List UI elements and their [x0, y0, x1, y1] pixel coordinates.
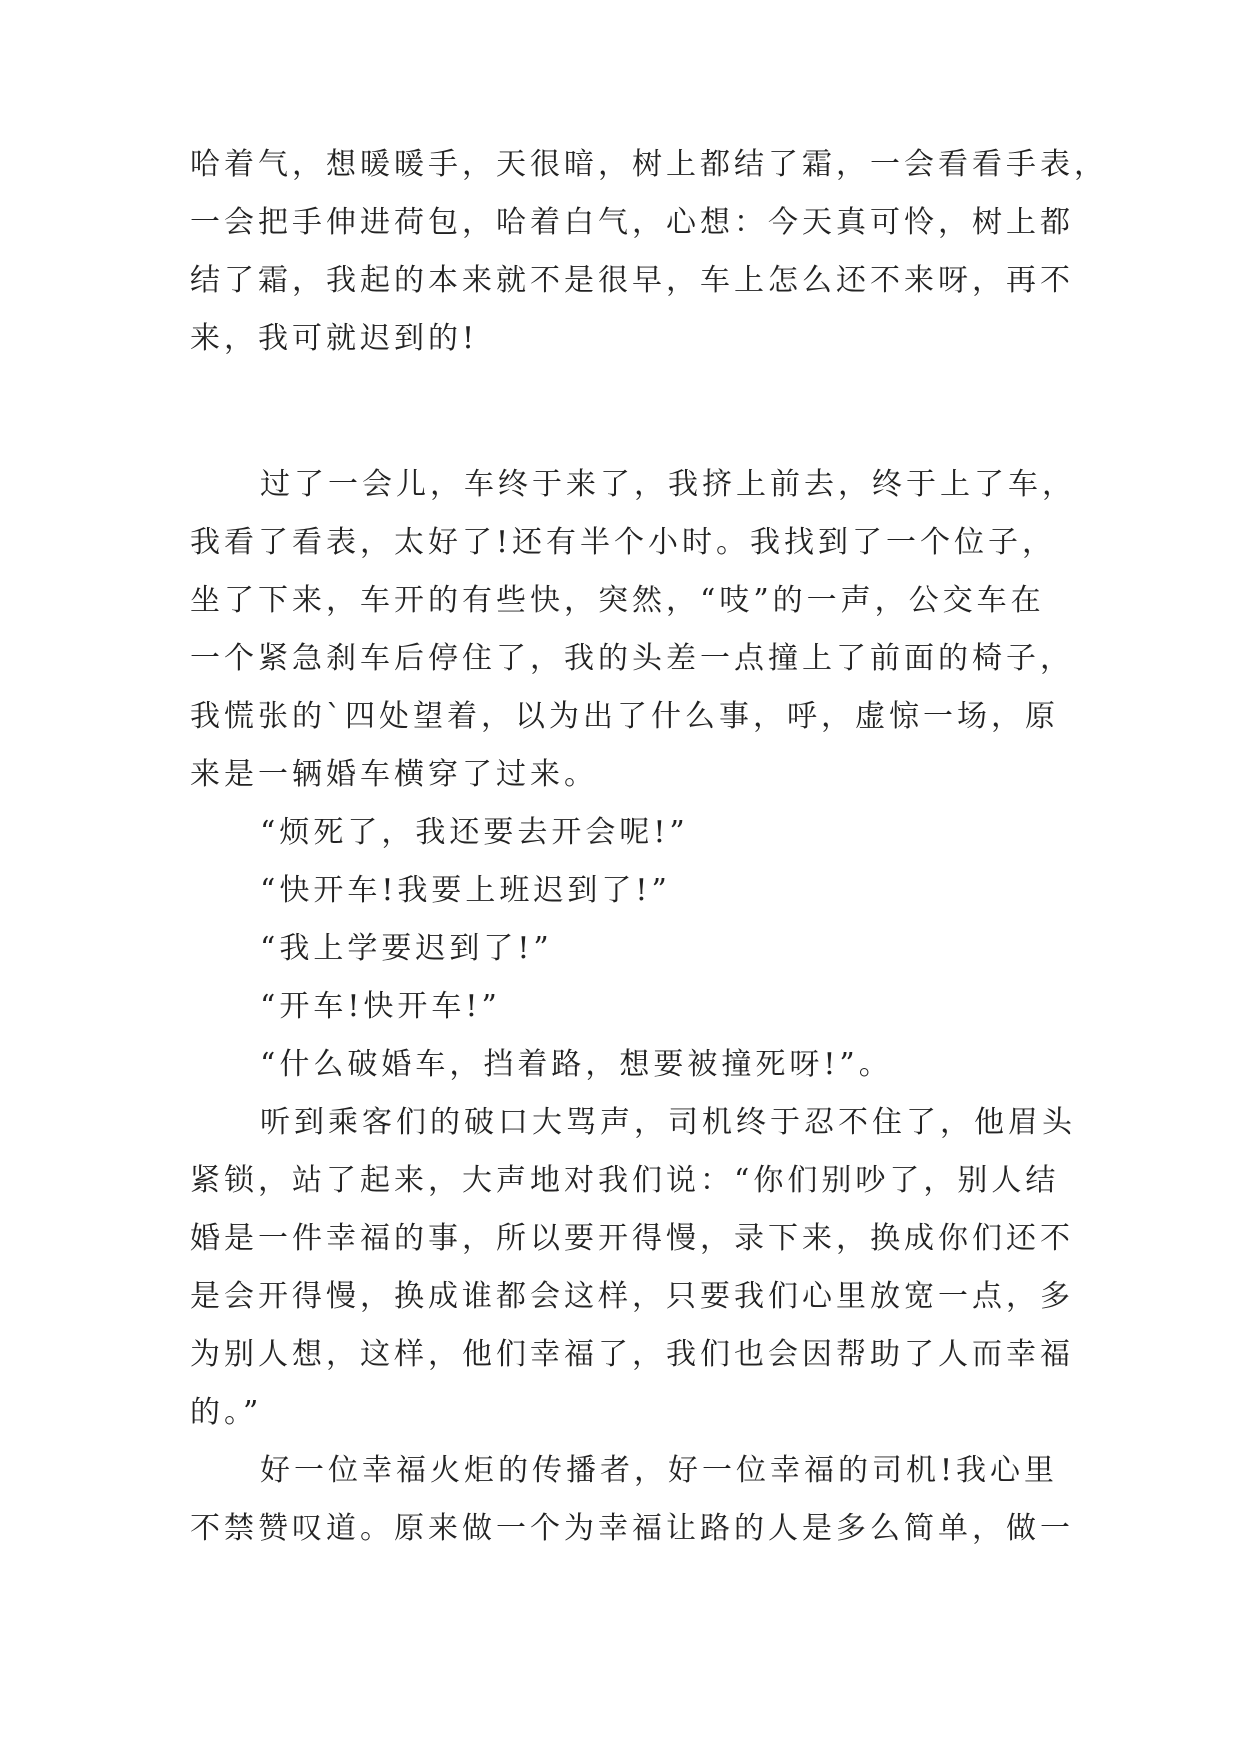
- paragraph-line: 紧锁，站了起来，大声地对我们说：“你们别吵了，别人结: [190, 1163, 1060, 1198]
- paragraph-line: 听到乘客们的破口大骂声，司机终于忍不住了，他眉头: [260, 1105, 1076, 1140]
- quote-line: “什么破婚车，挡着路，想要被撞死呀!”。: [260, 1047, 893, 1082]
- paragraph-line: 一个紧急刹车后停住了，我的头差一点撞上了前面的椅子，: [190, 641, 1074, 676]
- paragraph-line: 过了一会儿，车终于来了，我挤上前去，终于上了车，: [260, 467, 1076, 502]
- paragraph-3: [190, 1094, 1076, 1442]
- paragraph-line: 我慌张的`四处望着，以为出了什么事，呼，虚惊一场，原: [190, 699, 1059, 734]
- paragraph-line: 为别人想，这样，他们幸福了，我们也会因帮助了人而幸福: [190, 1337, 1074, 1372]
- paragraph-line: 一会把手伸进荷包，哈着白气，心想：今天真可怜，树上都: [190, 205, 1074, 240]
- paragraph-line: 是会开得慢，换成谁都会这样，只要我们心里放宽一点，多: [190, 1279, 1074, 1314]
- quote-line: “开车!快开车!”: [260, 989, 501, 1024]
- paragraph-2: [190, 456, 1076, 804]
- paragraph-4: [190, 1442, 1074, 1558]
- paragraph-line: 来，我可就迟到的!: [190, 321, 479, 356]
- paragraph-line: 坐了下来，车开的有些快，突然，“吱”的一声，公交车在: [190, 583, 1045, 618]
- paragraph-line: 不禁赞叹道。原来做一个为幸福让路的人是多么简单，做一: [190, 1511, 1074, 1546]
- paragraph-line: 来是一辆婚车横穿了过来。: [190, 757, 598, 792]
- paragraph-line: 结了霜，我起的本来就不是很早，车上怎么还不来呀，再不: [190, 263, 1074, 298]
- quotes-block: [190, 804, 1070, 1094]
- quote-line: “快开车!我要上班迟到了!”: [260, 873, 671, 908]
- paragraph-line: 我看了看表，太好了!还有半个小时。我找到了一个位子，: [190, 525, 1057, 560]
- quote-line: “我上学要迟到了!”: [260, 931, 553, 966]
- paragraph-line: 婚是一件幸福的事，所以要开得慢，录下来，换成你们还不: [190, 1221, 1074, 1256]
- paragraph-line: 的。”: [190, 1395, 263, 1430]
- paragraph-line: 哈着气，想暖暖手，天很暗，树上都结了霜，一会看看手表，: [190, 147, 1108, 182]
- paragraph-line: 好一位幸福火炬的传播者，好一位幸福的司机!我心里: [260, 1453, 1059, 1488]
- quote-line: “烦死了，我还要去开会呢!”: [260, 815, 689, 850]
- paragraph-1: [190, 136, 1108, 368]
